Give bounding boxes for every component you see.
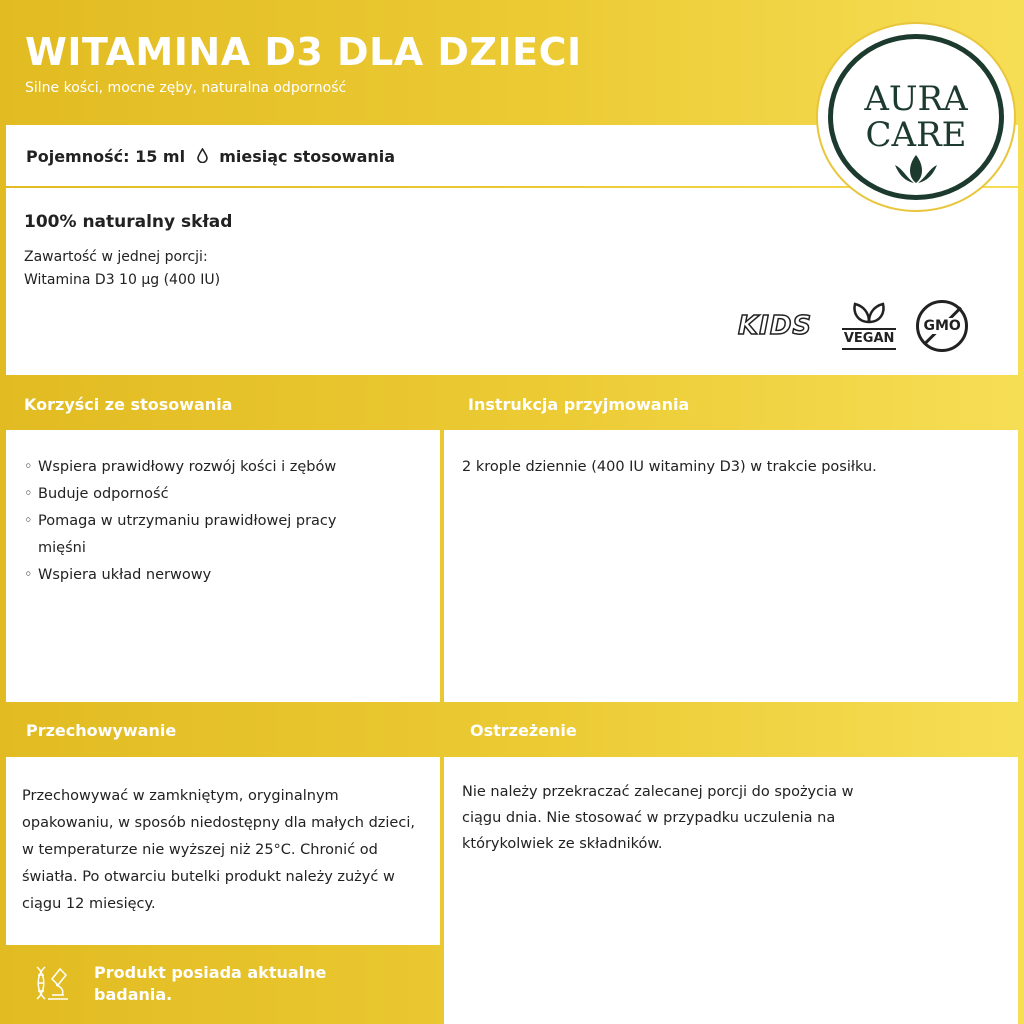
capacity-text: Pojemność: 15 ml [26, 147, 186, 166]
page-title: WITAMINA D3 DLA DZIECI [25, 30, 582, 74]
list-item: ◦ Wspiera prawidłowy rozwój kości i zębów [24, 454, 420, 481]
composition-title: 100% naturalny skład [24, 212, 233, 232]
instructions-panel: 2 krople dziennie (400 IU witaminy D3) w trakcie posiłku. [444, 430, 1018, 702]
benefits-heading: Korzyści ze stosowania [24, 395, 233, 414]
instructions-heading: Instrukcja przyjmowania [468, 395, 690, 414]
research-note: Produkt posiada aktualne badania. [94, 963, 327, 1004]
benefits-panel [6, 430, 440, 702]
storage-panel: Przechowywać w zamkniętym, oryginalnym opakowaniu, w sposób niedostępny dla małych dzieci, w temperaturze nie wyższej niż 25°C. Chronić od światła. Po otwarciu butelki produkt należy zużyć w ciągu 12 miesięcy. [6, 757, 440, 945]
composition-line: Witamina D3 10 µg (400 IU) [24, 272, 221, 288]
composition-line: Zawartość w jednej porcji: [24, 249, 208, 265]
duration-text: miesiąc stosowania [219, 147, 396, 166]
list-item: ◦ Buduje odporność [24, 481, 420, 508]
dna-microscope-icon [34, 965, 70, 1005]
lotus-icon [891, 153, 941, 185]
warning-panel: Nie należy przekraczać zalecanej porcji do spożycia w ciągu dnia. Nie stosować w przypadku uczulenia na którykolwiek ze składników. [444, 757, 1018, 1024]
warning-heading: Ostrzeżenie [470, 721, 577, 740]
badge-icons [738, 300, 968, 352]
page-subtitle: Silne kości, mocne zęby, naturalna odporność [25, 80, 347, 96]
drop-icon [197, 148, 208, 162]
gmo-free-icon [916, 300, 968, 352]
storage-heading: Przechowywanie [26, 721, 177, 740]
vegan-icon: VEGAN [842, 302, 896, 350]
list-item: ◦ Pomaga w utrzymaniu prawidłowej pracy mięśni [24, 508, 344, 562]
list-item: ◦ Wspiera układ nerwowy [24, 562, 420, 589]
gmo-label: GMO [923, 318, 961, 334]
aura-care-logo: AURA CARE [816, 22, 1016, 212]
kids-icon: KIDS [738, 311, 813, 341]
